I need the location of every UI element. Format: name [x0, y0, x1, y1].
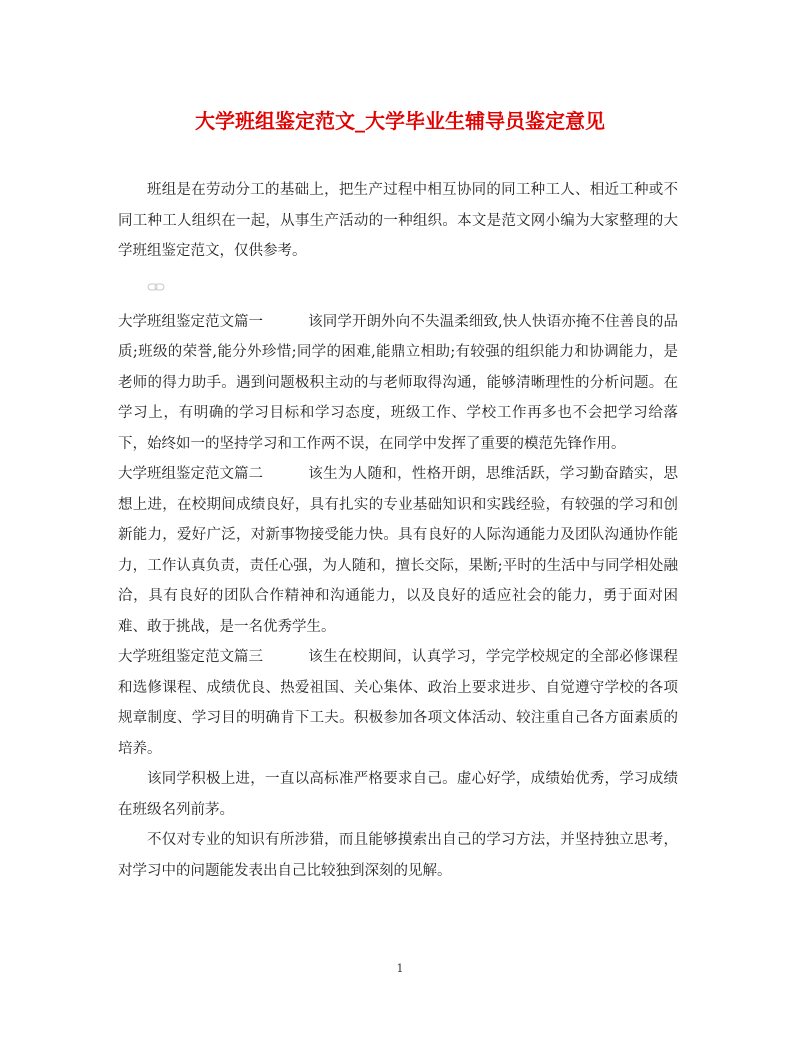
section-text-2: 该生为人随和，性格开朗，思维活跃，学习勤奋踏实，思想上进，在校期间成绩良好，具有扎实的专业基础知识和实践经验，有较强的学习和创新能力，爱好广泛，对新事物接受能力快。具有良好的人际沟通能力及团队沟通协作能力，工作认真负责，责任心强，为人随和，擅长交际，果断;平时的生活中与同学相处融洽，具有良好的团队合作精神和沟通能力，以及良好的适应社会的能力，勇于面对困难、敢于挑战，是一名优秀学生。: [118, 466, 678, 635]
document-body: [118, 175, 678, 886]
section-label-2: 大学班组鉴定范文篇二: [118, 466, 263, 482]
section-paragraph-3: [118, 642, 678, 764]
section-text-1: 该同学开朗外向不失温柔细致,快人快语亦掩不住善良的品质;班级的荣誉,能分外珍惜;同学的困难,能鼎立相助;有较强的组织能力和协调能力，是老师的得力助手。遇到问题极积主动的与老师取得沟通，能够清晰理性的分析问题。在学习上，有明确的学习目标和学习态度，班级工作、学校工作再多也不会把学习给落下，始终如一的坚持学习和工作两不误，在同学中发挥了重要的模范先锋作用。: [118, 313, 678, 452]
section-label-1: 大学班组鉴定范文篇一: [118, 313, 263, 330]
link-chain-icon: [118, 267, 678, 307]
body-paragraph-2: 不仅对专业的知识有所涉猎，而且能够摸索出自己的学习方法，并坚持独立思考，对学习中的问题能发表出自己比较独到深刻的见解。: [118, 832, 678, 879]
section-label-3: 大学班组鉴定范文篇三: [118, 649, 263, 665]
page-number: 1: [396, 962, 404, 975]
page-title: 大学班组鉴定范文_大学毕业生辅导员鉴定意见: [195, 109, 605, 133]
section-paragraph-1: [118, 307, 678, 460]
intro-paragraph: 班组是在劳动分工的基础上，把生产过程中相互协同的同工种工人、相近工种或不同工种工人组织在一起，从事生产活动的一种组织。本文是范文网小编为大家整理的大学班组鉴定范文，仅供参考。: [118, 182, 678, 259]
body-paragraph-1: 该同学积极上进，一直以高标准严格要求自己。虚心好学，成绩始优秀，学习成绩在班级名列前茅。: [118, 771, 678, 818]
section-text-3: 该生在校期间，认真学习，学完学校规定的全部必修课程和选修课程、成绩优良、热爱祖国、关心集体、政治上要求进步、自觉遵守学校的各项规章制度、学习目的明确肯下工夫。积极参加各项文体活动、较注重自己各方面素质的培养。: [118, 649, 678, 757]
section-paragraph-2: [118, 459, 678, 642]
